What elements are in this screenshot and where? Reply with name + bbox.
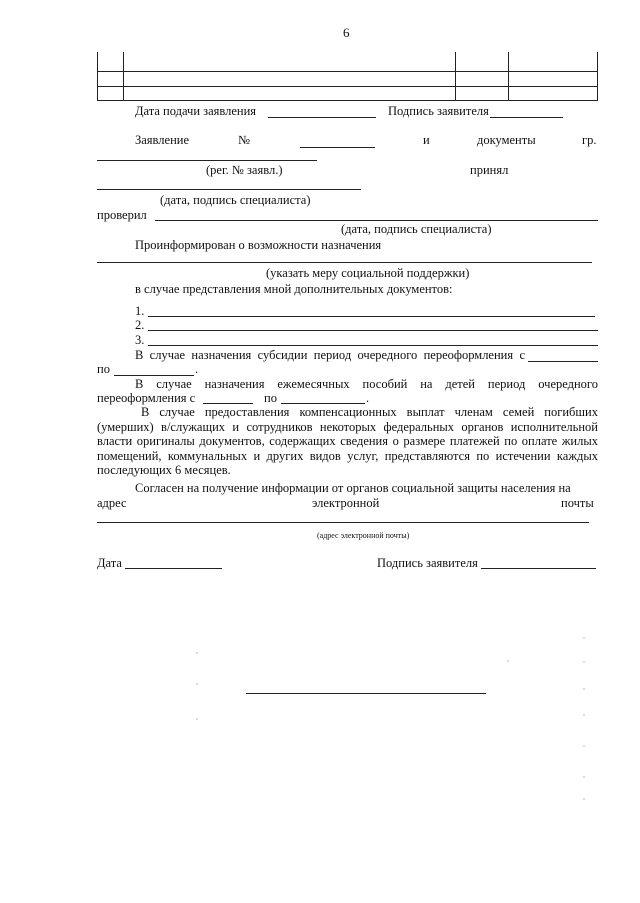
monthly-to-label: по: [264, 391, 277, 405]
date-submission-label: Дата подачи заявления: [135, 104, 257, 118]
date-field[interactable]: [125, 568, 222, 569]
checked-label: проверил: [97, 208, 147, 222]
date-sig-caption-2: (дата, подпись специалиста): [341, 222, 492, 236]
applicant-signature-field[interactable]: [490, 117, 563, 118]
statement-label: Заявление: [135, 133, 190, 147]
accepted-label: принял: [470, 163, 509, 177]
monthly-to-field[interactable]: [281, 403, 365, 404]
compensation-paragraph: В случае предоставления компенсационных выплат членам семей погибших (умерших) в/служащих и сотрудников некоторых федеральных органов исполнительной власти оригиналы документов, содержащих сведения о размере платежей по оплате жилых помещений, коммунальных и других видов услуг, представляются по истечении каждых последующих 6 месяцев.: [97, 405, 598, 477]
item-3-label: 3.: [135, 333, 145, 347]
applicant-signature-label: Подпись заявителя: [388, 104, 489, 118]
reg-no-caption: (рег. № заявл.): [206, 163, 283, 177]
informed-text: Проинформирован о возможности назначения: [135, 238, 382, 252]
email-caption: (адрес электронной почты): [317, 531, 410, 540]
address-word: адрес: [97, 496, 127, 510]
page-number: 6: [343, 25, 350, 40]
checked-field[interactable]: [155, 220, 598, 221]
subsidy-to-label: по: [97, 362, 110, 376]
bottom-signature-line: [246, 693, 486, 694]
number-sign: №: [238, 133, 250, 147]
citizen-name-field[interactable]: [97, 160, 317, 161]
electronic-word: электронной: [312, 496, 380, 510]
measure-field[interactable]: [97, 262, 592, 263]
statement-number-field[interactable]: [300, 147, 375, 148]
applicant-signature-label-2: Подпись заявителя: [377, 556, 478, 570]
mail-word: почты: [561, 496, 594, 510]
subsidy-text: В случае назначения субсидии период очередного переоформления с: [135, 348, 525, 362]
date-submission-field[interactable]: [268, 117, 376, 118]
subsidy-from-field[interactable]: [528, 361, 598, 362]
monthly-from-label: переоформления с: [97, 391, 196, 405]
date-label: Дата: [97, 556, 122, 570]
item-2-label: 2.: [135, 318, 145, 332]
item-2-field[interactable]: [148, 330, 598, 331]
consent-text: Согласен на получение информации от органов социальной защиты населения на: [135, 481, 571, 495]
monthly-text: В случае назначения ежемесячных пособий на детей период очередного: [135, 377, 598, 391]
additional-docs-text: в случае представления мной дополнительных документов:: [135, 282, 453, 296]
subsidy-to-field[interactable]: [114, 375, 194, 376]
item-3-field[interactable]: [148, 345, 598, 346]
email-field[interactable]: [97, 522, 589, 523]
monthly-from-field[interactable]: [203, 403, 253, 404]
applicant-signature-field-2[interactable]: [481, 568, 596, 569]
date-sig-caption-1: (дата, подпись специалиста): [160, 193, 311, 207]
and-word: и: [423, 133, 430, 147]
accepted-field[interactable]: [97, 189, 361, 190]
documents-word: документы: [477, 133, 536, 147]
item-1-field[interactable]: [148, 316, 595, 317]
item-1-label: 1.: [135, 304, 145, 318]
gr-word: гр.: [582, 133, 597, 147]
measure-caption: (указать меру социальной поддержки): [266, 266, 470, 280]
